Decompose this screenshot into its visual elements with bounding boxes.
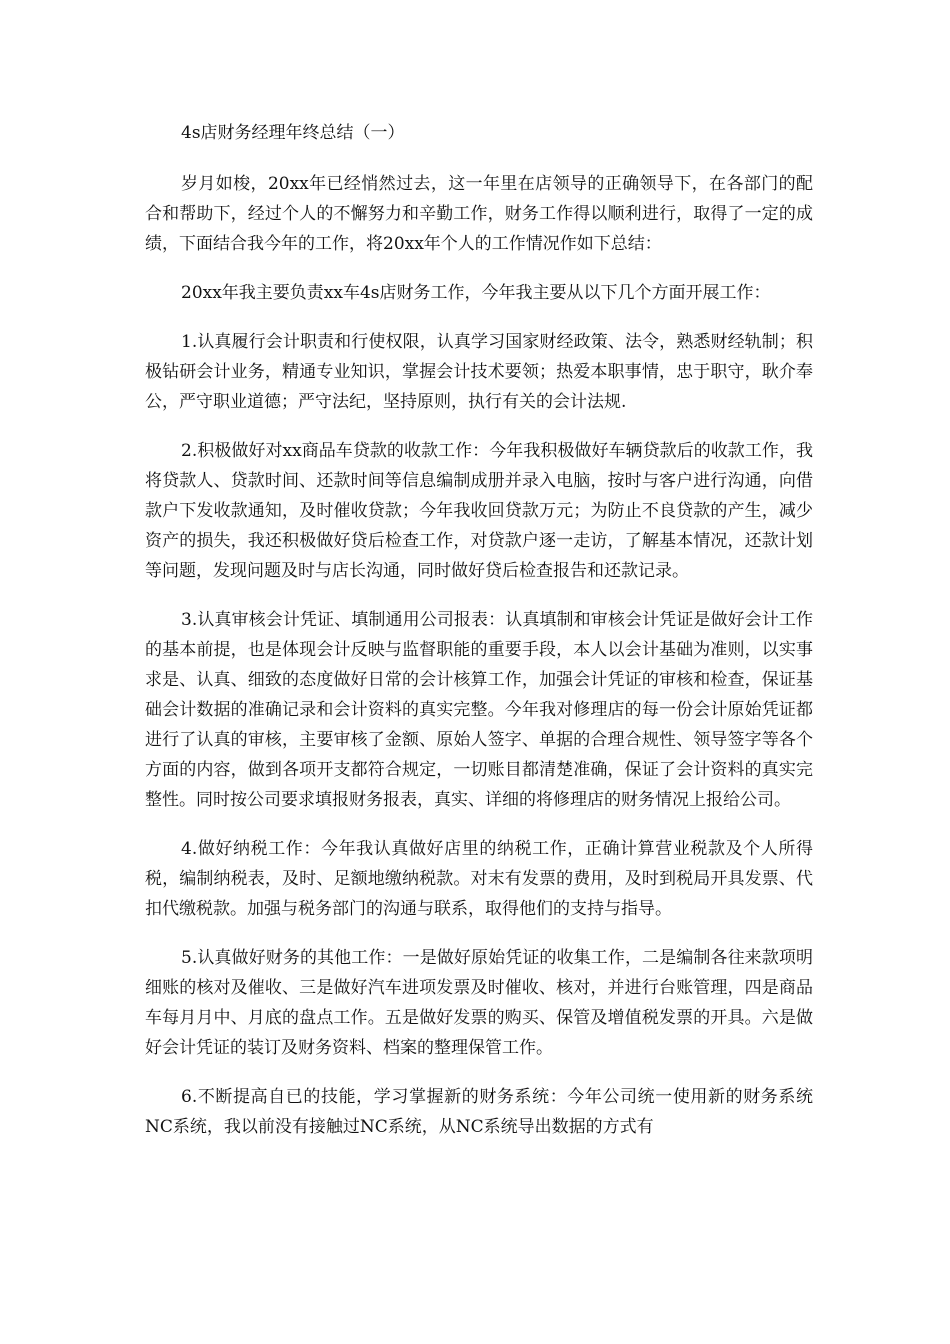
paragraph-item-2: 2.积极做好对xx商品车贷款的收款工作：今年我积极做好车辆贷款后的收款工作，我将贷款人、贷款时间、还款时间等信息编制成册并录入电脑，按时与客户进行沟通，向借款户下发收款通知，及时催收贷款；今年我收回贷款万元；为防止不良贷款的产生，减少资产的损失，我还积极做好贷后检查工作，对贷款户逐一走访，了解基本情况，还款计划等问题，发现问题及时与店长沟通，同时做好贷后检查报告和还款记录。	[145, 441, 813, 581]
paragraph-spacer	[145, 924, 813, 943]
paragraph-spacer	[145, 308, 813, 327]
paragraph-item-1: 1.认真履行会计职责和行使权限，认真学习国家财经政策、法令，熟悉财经轨制；积极钻研会计业务，精通专业知识，掌握会计技术要领；热爱本职事情，忠于职守，耿介奉公，严守职业道德；严守法纪，坚持原则，执行有关的会计法规.	[145, 332, 813, 412]
paragraph-intro: 岁月如梭，20xx年已经悄然过去，这一年里在店领导的正确领导下，在各部门的配合和帮助下，经过个人的不懈努力和辛勤工作，财务工作得以顺利进行，取得了一定的成绩，下面结合我今年的工作，将20xx年个人的工作情况作如下总结：	[145, 174, 813, 254]
paragraph-spacer	[145, 815, 813, 834]
paragraph-spacer	[145, 586, 813, 605]
document-title: 4s店财务经理年终总结（一）	[181, 123, 405, 143]
paragraph-item-5: 5.认真做好财务的其他工作：一是做好原始凭证的收集工作，二是编制各往来款项明细账的核对及催收、三是做好汽车进项发票及时催收、核对，并进行台账管理，四是商品车每月月中、月底的盘点工作。五是做好发票的购买、保管及增值税发票的开具。六是做好会计凭证的装订及财务资料、档案的整理保管工作。	[145, 948, 813, 1058]
paragraph-scope: 20xx年我主要负责xx车4s店财务工作，今年我主要从以下几个方面开展工作：	[181, 283, 771, 303]
paragraph-item-6: 6.不断提高自已的技能，学习掌握新的财务系统：今年公司统一使用新的财务系统NC系统，我以前没有接触过NC系统，从NC系统导出数据的方式有	[145, 1087, 813, 1137]
paragraph-item-4: 4.做好纳税工作：今年我认真做好店里的纳税工作，正确计算营业税款及个人所得税，编制纳税表，及时、足额地缴纳税款。对末有发票的费用，及时到税局开具发票、代扣代缴税款。加强与税务部门的沟通与联系，取得他们的支持与指导。	[145, 839, 813, 919]
document-body	[145, 118, 813, 1142]
paragraph-spacer	[145, 417, 813, 436]
paragraph-item-3: 3.认真审核会计凭证、填制通用公司报表：认真填制和审核会计凭证是做好会计工作的基本前提，也是体现会计反映与监督职能的重要手段，本人以会计基础为准则，以实事求是、认真、细致的态度做好日常的会计核算工作，加强会计凭证的审核和检查，保证基础会计数据的准确记录和会计资料的真实完整。今年我对修理店的每一份会计原始凭证都进行了认真的审核，主要审核了金额、原始人签字、单据的合理合规性、领导签字等各个方面的内容，做到各项开支都符合规定，一切账目都清楚准确，保证了会计资料的真实完整性。同时按公司要求填报财务报表，真实、详细的将修理店的财务情况上报给公司。	[145, 610, 813, 810]
paragraph-spacer	[145, 148, 813, 169]
paragraph-spacer	[145, 1063, 813, 1082]
paragraph-spacer	[145, 259, 813, 278]
